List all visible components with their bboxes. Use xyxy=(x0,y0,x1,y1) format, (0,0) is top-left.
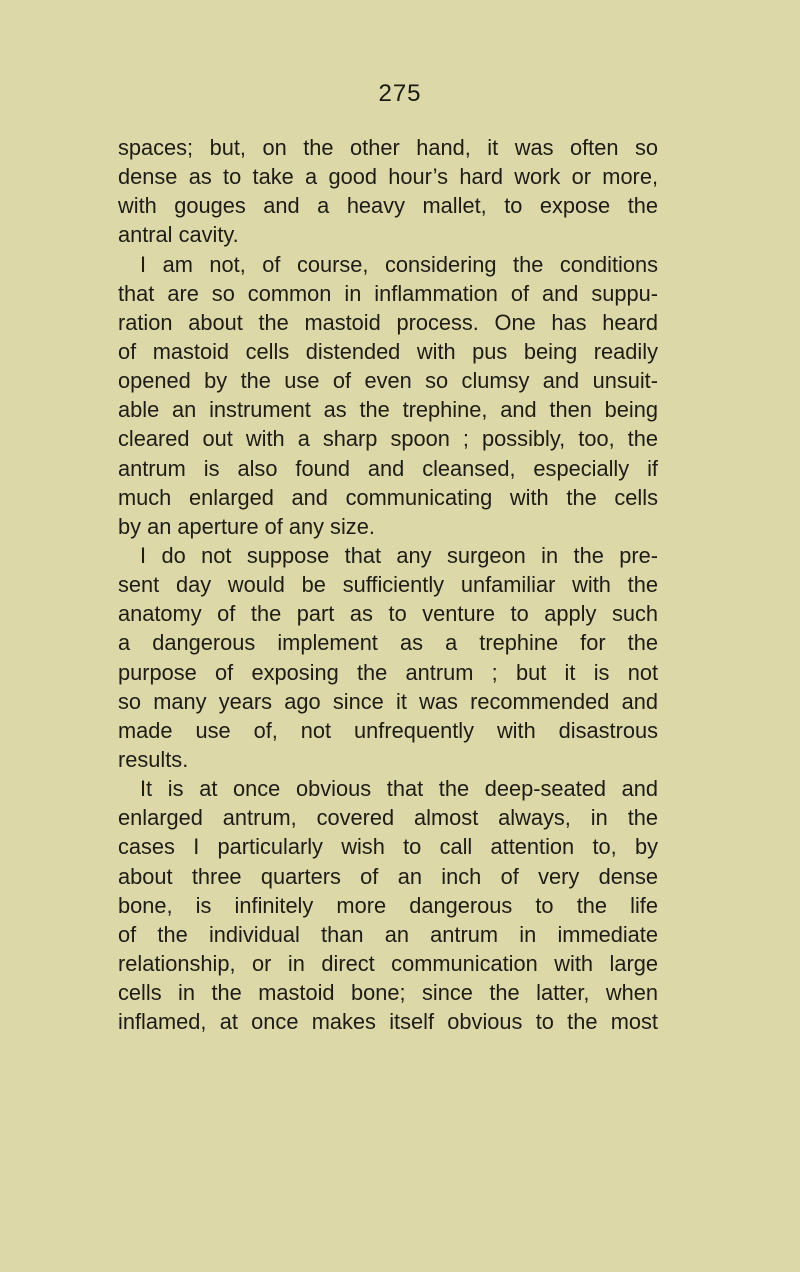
paragraph-end-line: antral cavity. xyxy=(118,222,239,248)
text-line: of mastoid cells distended with pus being readily xyxy=(118,338,658,364)
text-line: purpose of exposing the antrum ; but it is not xyxy=(118,659,658,685)
text-line: that are so common in inflammation of and suppu- xyxy=(118,280,658,306)
text-line: bone, is infinitely more dangerous to the life xyxy=(118,892,658,918)
text-line: antrum is also found and cleansed, especially if xyxy=(118,455,658,481)
body-text xyxy=(118,133,658,1036)
text-line: so many years ago since it was recommended and xyxy=(118,688,658,714)
text-line: sent day would be sufficiently unfamiliar with the xyxy=(118,572,658,598)
text-line: with gouges and a heavy mallet, to expose the xyxy=(118,193,658,219)
text-line: ration about the mastoid process. One has heard xyxy=(118,309,658,335)
text-line: opened by the use of even so clumsy and unsuit- xyxy=(118,368,658,394)
text-line: about three quarters of an inch of very dense xyxy=(118,863,658,889)
text-line: cases I particularly wish to call attention to, by xyxy=(118,834,658,860)
text-line: relationship, or in direct communication with large xyxy=(118,950,658,976)
text-line: a dangerous implement as a trephine for the xyxy=(118,630,658,656)
text-line: inflamed, at once makes itself obvious to the most xyxy=(118,1009,658,1035)
text-line: of the individual than an antrum in immediate xyxy=(118,921,658,947)
paragraph-start-line: I am not, of course, considering the conditions xyxy=(140,251,658,277)
page-number: 275 xyxy=(378,80,422,107)
text-line: cleared out with a sharp spoon ; possibly, too, the xyxy=(118,426,658,452)
text-line: spaces; but, on the other hand, it was often so xyxy=(118,135,658,160)
text-line: cells in the mastoid bone; since the latter, when xyxy=(118,980,658,1006)
paragraph-start-line: It is at once obvious that the deep-seated and xyxy=(140,776,658,802)
text-line: dense as to take a good hour’s hard work or more, xyxy=(118,164,658,190)
text-line: much enlarged and communicating with the cells xyxy=(118,484,658,510)
paragraph-end-line: by an aperture of any size. xyxy=(118,513,375,539)
paragraph-end-line: results. xyxy=(118,746,189,772)
paragraph-start-line: I do not suppose that any surgeon in the pre- xyxy=(140,542,658,568)
text-line: made use of, not unfrequently with disastrous xyxy=(118,717,658,743)
text-line: anatomy of the part as to venture to apply such xyxy=(118,601,658,627)
text-line: able an instrument as the trephine, and then being xyxy=(118,397,658,423)
text-line: enlarged antrum, covered almost always, in the xyxy=(118,805,658,831)
